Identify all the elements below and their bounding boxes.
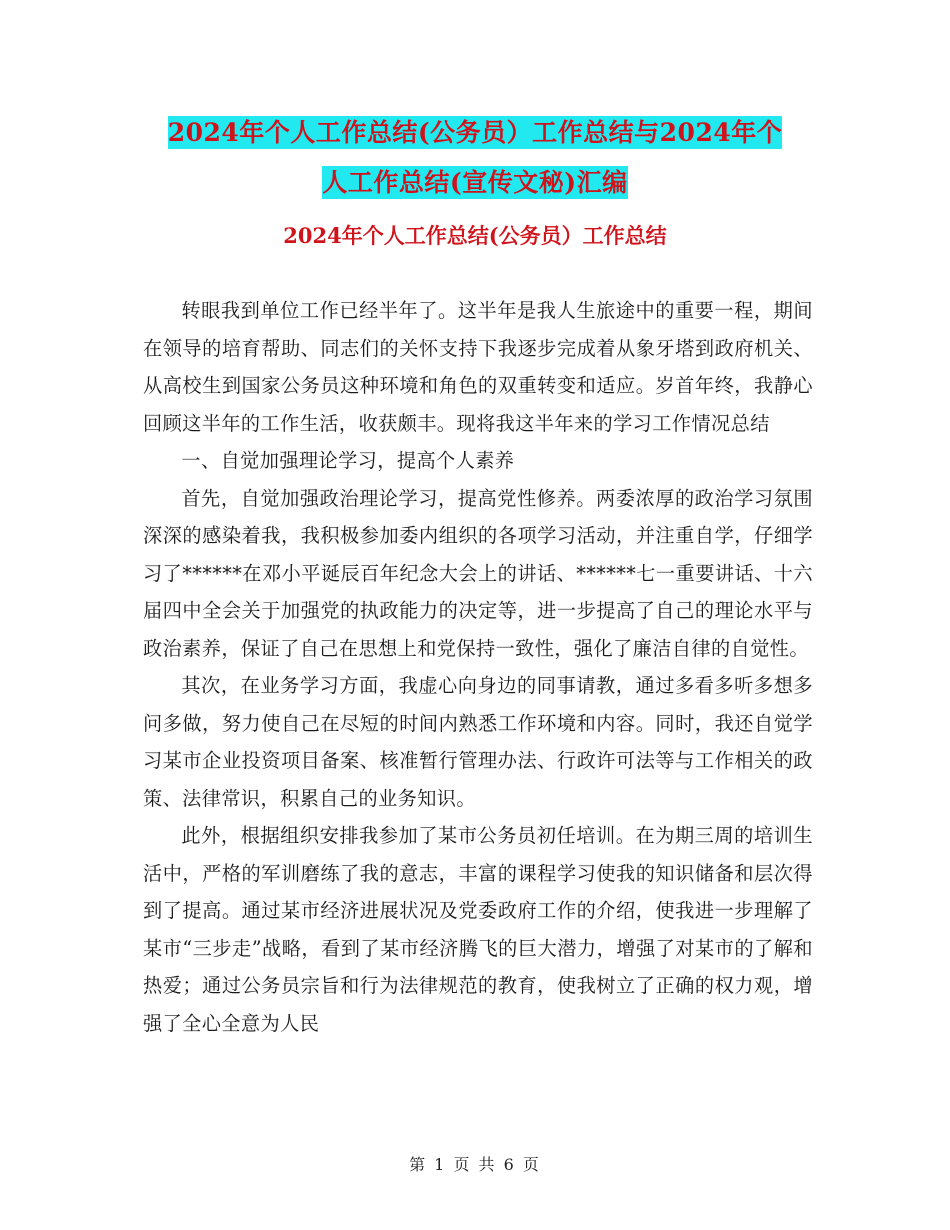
document-title: [150, 108, 800, 208]
document-body: [143, 292, 813, 1042]
page-number-footer: 第 1 页 共 6 页: [409, 1155, 541, 1174]
paragraph-training: 此外，根据组织安排我参加了某市公务员初任培训。在为期三周的培训生活中，严格的军训磨练了我的意志，丰富的课程学习使我的知识储备和层次得到了提高。通过某市经济进展状况及党委政府工作的介绍，使我进一步理解了某市“三步走”战略，看到了某市经济腾飞的巨大潜力，增强了对某市的了解和热爱；通过公务员宗旨和行为法律规范的教育，使我树立了正确的权力观，增强了全心全意为人民: [143, 824, 813, 1035]
heading-theory-study: 一、自觉加强理论学习，提高个人素养: [181, 449, 515, 472]
paragraph-political-study: 首先，自觉加强政治理论学习，提高党性修养。两委浓厚的政治学习氛围深深的感染着我，我积极参加委内组织的各项学习活动，并注重自学，仔细学习了******在邓小平诞辰百年纪念大会上的讲话、******七一重要讲话、十六届四中全会关于加强党的执政能力的决定等，进一步提高了自己的理论水平与政治素养，保证了自己在思想上和党保持一致性，强化了廉洁自律的自觉性。: [143, 486, 813, 660]
document-title-line-1: 2024年个人工作总结(公务员）工作总结与2024年个: [167, 118, 783, 147]
paragraph-business-study: 其次，在业务学习方面，我虚心向身边的同事请教，通过多看多听多想多问多做，努力使自己在尽短的时间内熟悉工作环境和内容。同时，我还自觉学习某市企业投资项目备案、核准暂行管理办法、行政许可法等与工作相关的政策、法律常识，积累自己的业务知识。: [143, 674, 813, 810]
document-title-line-2: 人工作总结(宣传文秘)汇编: [322, 168, 628, 197]
paragraph-intro: 转眼我到单位工作已经半年了。这半年是我人生旅途中的重要一程，期间在领导的培育帮助、同志们的关怀支持下我逐步完成着从象牙塔到政府机关、从高校生到国家公务员这种环境和角色的双重转变和适应。岁首年终，我静心回顾这半年的工作生活，收获颇丰。现将我这半年来的学习工作情况总结: [143, 299, 813, 435]
section-title: 2024年个人工作总结(公务员）工作总结: [283, 223, 667, 248]
